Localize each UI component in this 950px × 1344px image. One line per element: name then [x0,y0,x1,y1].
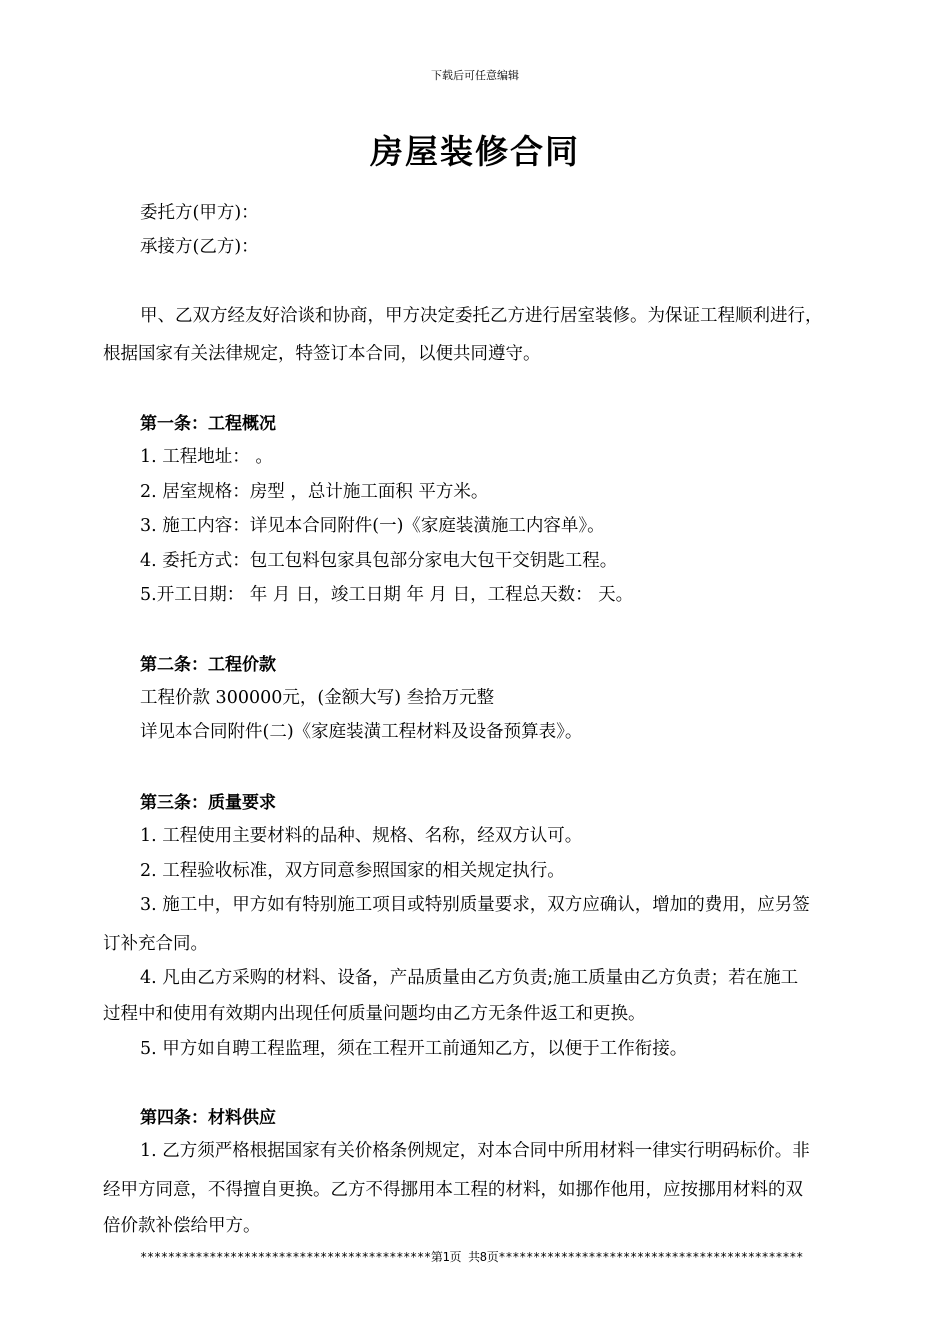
article-1-item-1: 1. 工程地址： 。 [140,447,273,467]
article-3-item-3-line-1: 3. 施工中，甲方如有特别施工项目或特别质量要求，双方应确认，增加的费用，应另签 [140,895,810,915]
article-2-heading: 第二条：工程价款 [140,655,276,675]
article-1-heading: 第一条：工程概况 [140,414,276,434]
article-2-line-1: 工程价款 300000元，(金额大写) 叁拾万元整 [140,688,495,708]
article-3-item-3-line-2: 订补充合同。 [103,934,208,954]
article-4-heading: 第四条：材料供应 [140,1108,276,1128]
article-3-item-4-line-1: 4. 凡由乙方采购的材料、设备，产品质量由乙方负责;施工质量由乙方负责；若在施工 [140,968,799,988]
article-4-item-1-line-2: 经甲方同意，不得擅自更换。乙方不得挪用本工程的材料，如挪作他用，应按挪用材料的双 [103,1180,803,1200]
client-party-line: 委托方(甲方)： [140,203,259,223]
header-note: 下载后可任意编辑 [431,69,519,82]
article-4-item-1-line-1: 1. 乙方须严格根据国家有关价格条例规定，对本合同中所用材料一律实行明码标价。非 [140,1141,810,1161]
article-4-item-1-line-3: 倍价款补偿给甲方。 [103,1216,261,1236]
article-1-item-3: 3. 施工内容：详见本合同附件(一)《家庭装潢施工内容单》。 [140,516,605,536]
article-1-item-2: 2. 居室规格：房型 ，总计施工面积 平方米。 [140,482,489,502]
article-1-item-5: 5.开工日期： 年 月 日，竣工日期 年 月 日，工程总天数： 天。 [140,585,634,605]
article-3-heading: 第三条：质量要求 [140,793,276,813]
intro-paragraph-line-1: 甲、乙双方经友好洽谈和协商，甲方决定委托乙方进行居室装修。为保证工程顺利进行， [140,306,823,326]
article-2-line-2: 详见本合同附件(二)《家庭装潢工程材料及设备预算表》。 [140,722,583,742]
article-3-item-1: 1. 工程使用主要材料的品种、规格、名称，经双方认可。 [140,826,583,846]
article-3-item-2: 2. 工程验收标准，双方同意参照国家的相关规定执行。 [140,861,565,881]
article-3-item-5: 5. 甲方如自聘工程监理，须在工程开工前通知乙方，以便于工作衔接。 [140,1039,688,1059]
page-footer: ******************************************第1页 共8页******************************************** [140,1250,804,1264]
article-3-item-4-line-2: 过程中和使用有效期内出现任何质量问题均由乙方无条件返工和更换。 [103,1004,646,1024]
document-title: 房屋装修合同 [370,132,580,171]
article-1-item-4: 4. 委托方式：包工包料包家具包部分家电大包干交钥匙工程。 [140,551,618,571]
intro-paragraph-line-2: 根据国家有关法律规定，特签订本合同，以便共同遵守。 [103,344,541,364]
contractor-party-line: 承接方(乙方)： [140,237,259,257]
